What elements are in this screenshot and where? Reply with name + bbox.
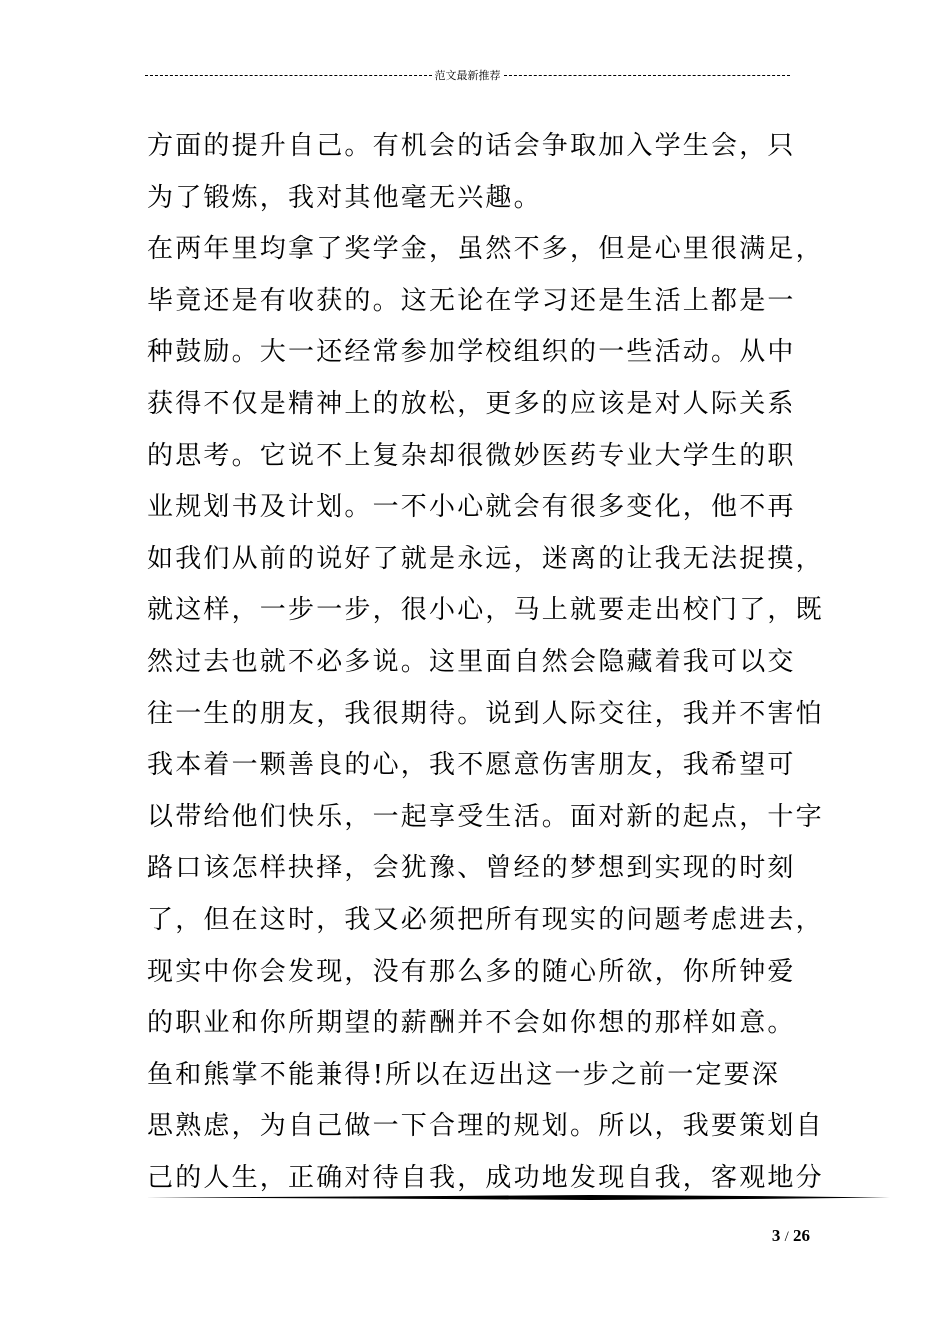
- text-line: 如我们从前的说好了就是永远，迷离的让我无法捉摸，: [147, 543, 824, 574]
- page-separator: /: [784, 1229, 789, 1245]
- text-line: 种鼓励。大一还经常参加学校组织的一些活动。从中: [147, 337, 796, 368]
- text-line: 在两年里均拿了奖学金，虽然不多，但是心里很满足，: [147, 234, 824, 265]
- page-number: [740, 1226, 810, 1246]
- text-line: 了，但在这时，我又必须把所有现实的问题考虑进去，: [147, 904, 824, 935]
- header-title: 范文最新推荐: [434, 69, 501, 82]
- text-line: 以带给他们快乐，一起享受生活。面对新的起点，十字: [147, 801, 824, 832]
- document-body: [147, 121, 824, 1204]
- page-header: [145, 66, 790, 84]
- text-line: 获得不仅是精神上的放松，更多的应该是对人际关系: [147, 388, 796, 419]
- page-total: 26: [793, 1226, 810, 1245]
- header-dashed-rule-right: [504, 75, 791, 76]
- text-line: 路口该怎样抉择，会犹豫、曾经的梦想到实现的时刻: [147, 853, 796, 884]
- text-line: 现实中你会发现，没有那么多的随心所欲，你所钟爱: [147, 956, 796, 987]
- text-line: 思熟虑，为自己做一下合理的规划。所以，我要策划自: [147, 1111, 824, 1142]
- text-line: 业规划书及计划。一不小心就会有很多变化，他不再: [147, 492, 796, 523]
- text-line: 的职业和你所期望的薪酬并不会如你想的那样如意。: [147, 1008, 796, 1039]
- text-line: 的思考。它说不上复杂却很微妙医药专业大学生的职: [147, 440, 796, 471]
- text-line: 鱼和熊掌不能兼得!所以在迈出这一步之前一定要深: [147, 1059, 781, 1090]
- text-line: 毕竟还是有收获的。这无论在学习还是生活上都是一: [147, 285, 796, 316]
- text-line: 方面的提升自己。有机会的话会争取加入学生会，只: [147, 131, 796, 161]
- text-line: 往一生的朋友，我很期待。说到人际交往，我并不害怕: [147, 698, 824, 729]
- text-line: 为了锻炼，我对其他毫无兴趣。: [147, 182, 542, 213]
- text-line: 然过去也就不必多说。这里面自然会隐藏着我可以交: [147, 646, 796, 677]
- header-dashed-rule-left: [145, 75, 432, 76]
- text-line: 己的人生，正确对待自我，成功地发现自我，客观地分: [147, 1162, 824, 1193]
- text-line: 就这样，一步一步，很小心，马上就要走出校门了，既: [147, 595, 824, 626]
- footer-divider: [145, 1193, 890, 1203]
- page-current: 3: [771, 1226, 781, 1245]
- text-line: 我本着一颗善良的心，我不愿意伤害朋友，我希望可: [147, 750, 796, 781]
